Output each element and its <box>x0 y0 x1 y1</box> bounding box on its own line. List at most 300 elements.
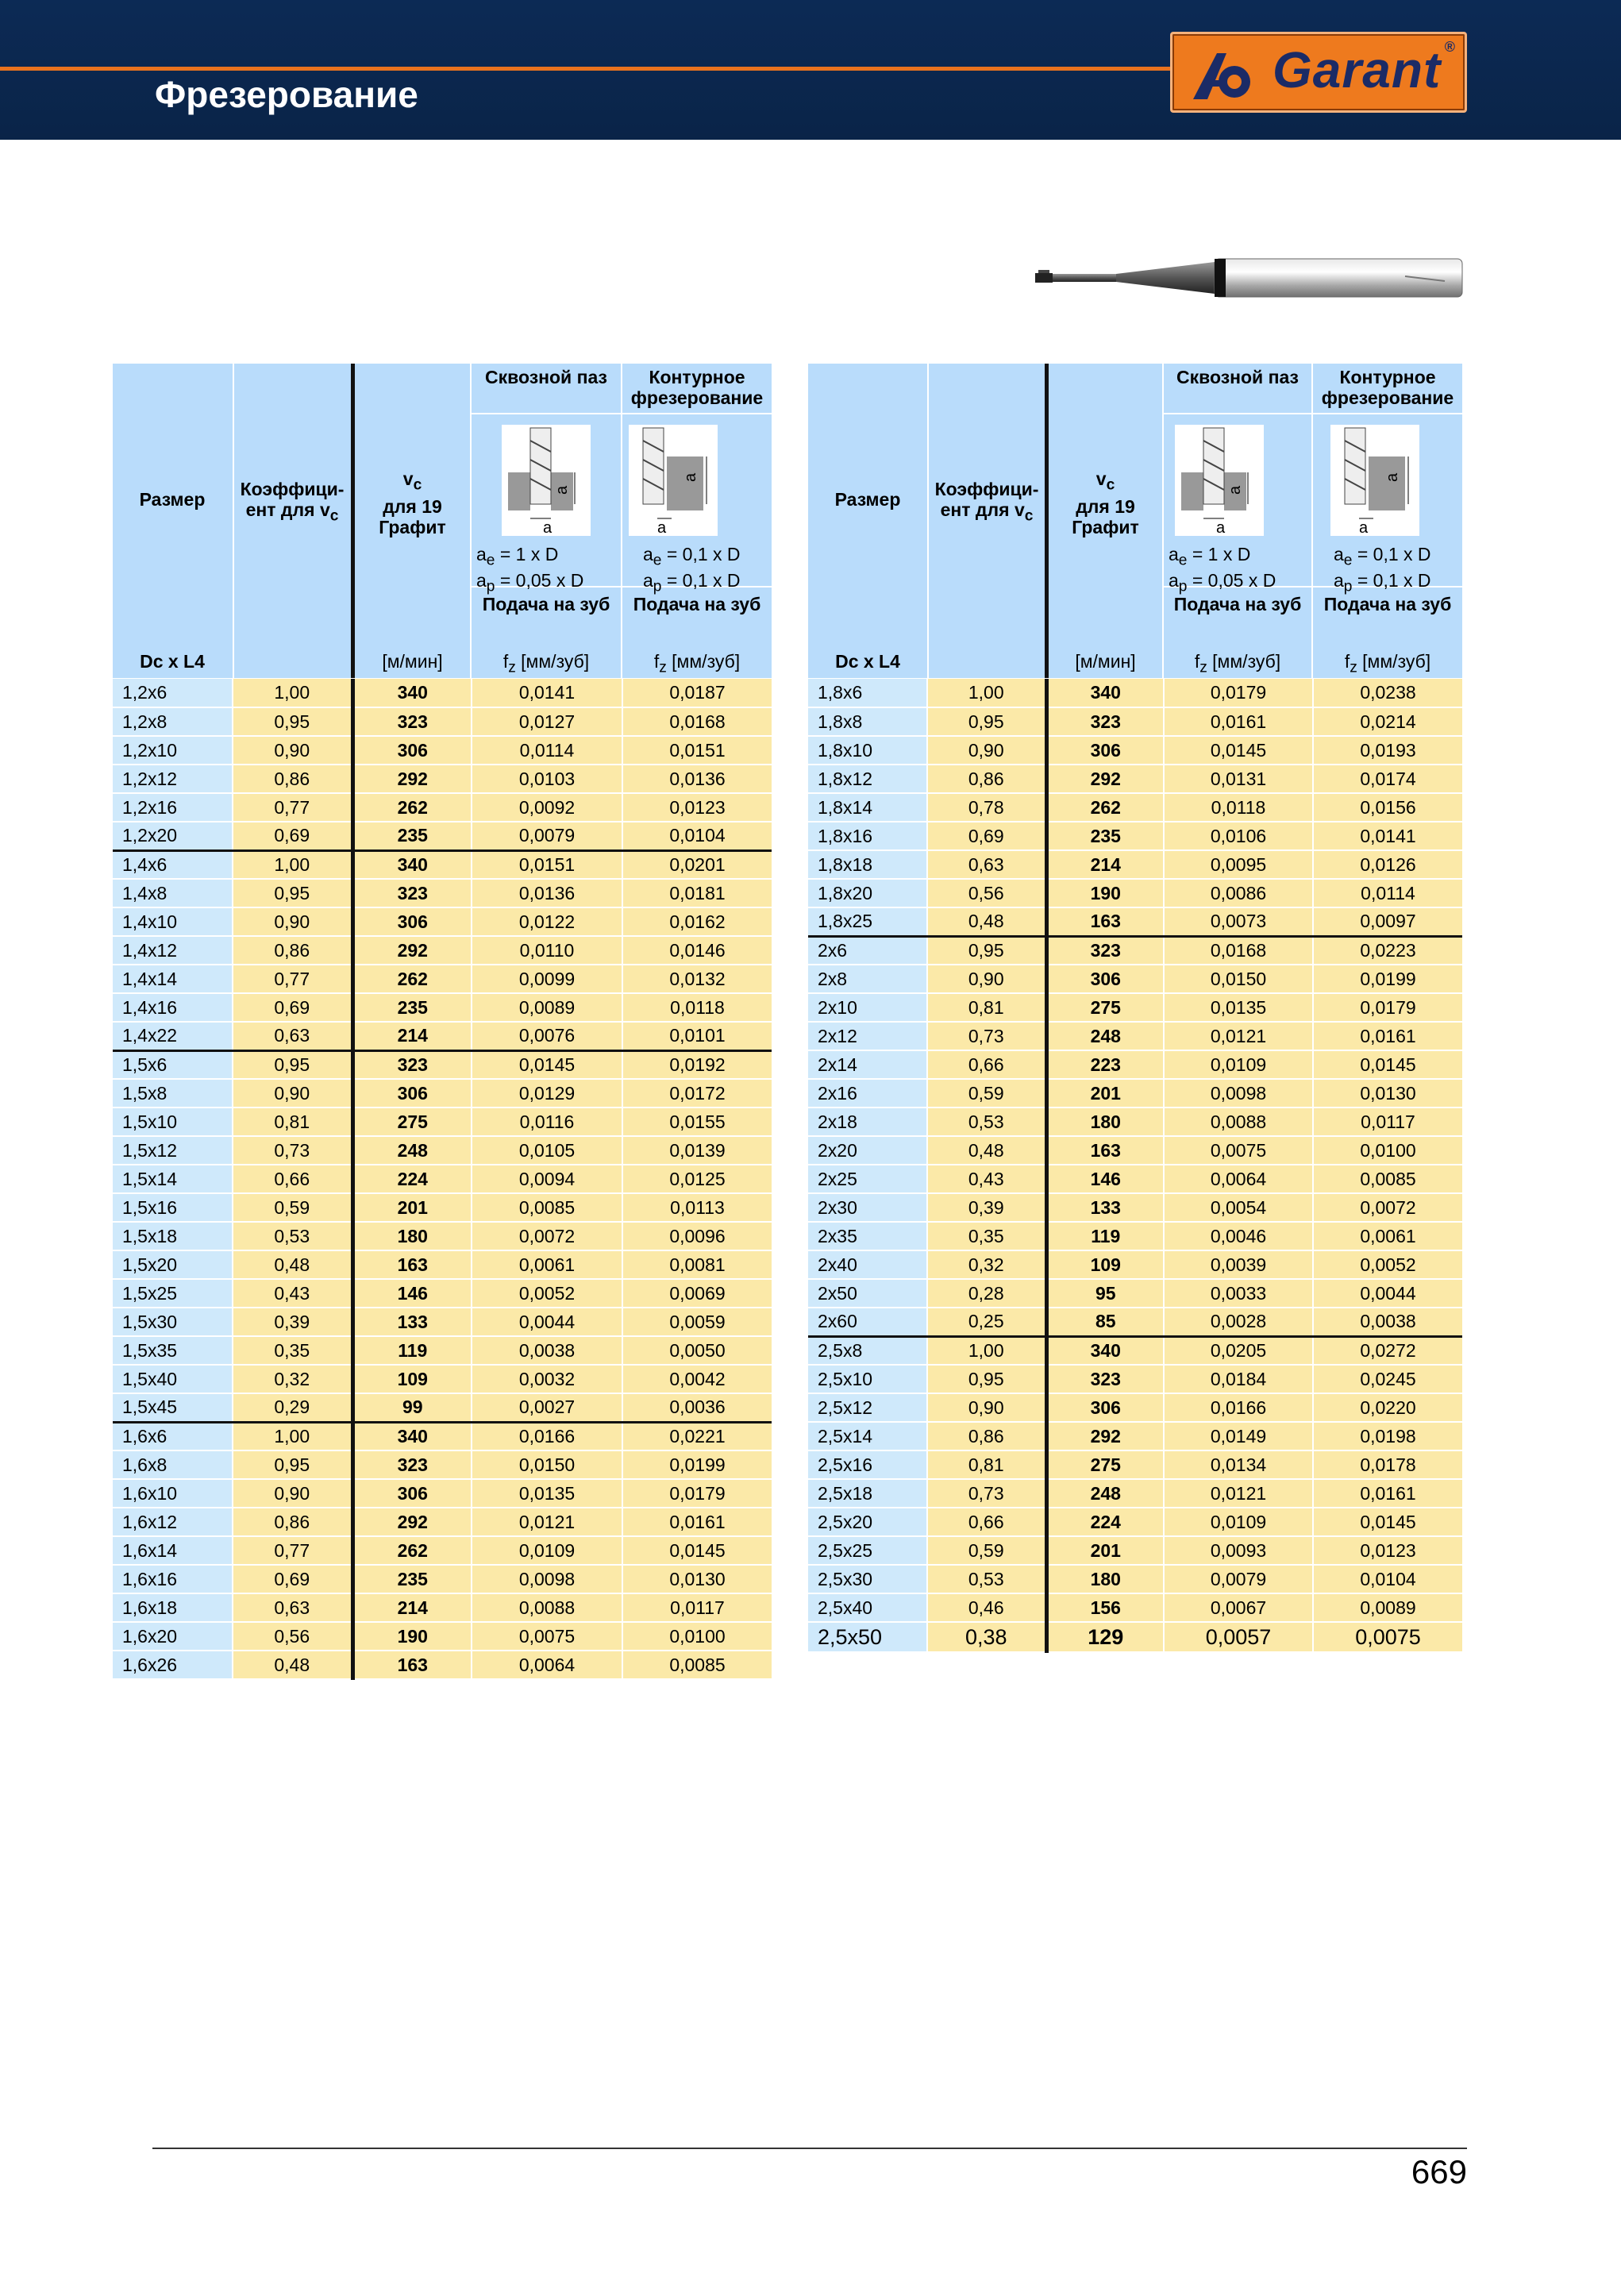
coef-cell: 0,69 <box>927 822 1046 850</box>
table-row <box>808 1022 1462 1050</box>
table-row <box>113 965 772 993</box>
table-row <box>808 1050 1462 1079</box>
vc-cell: 340 <box>352 1422 472 1450</box>
vc-cell: 275 <box>1046 993 1164 1022</box>
table-row <box>808 707 1462 736</box>
coef-cell: 0,77 <box>233 793 352 822</box>
slot-feed-cell: 0,0093 <box>1164 1536 1313 1565</box>
vc-cell: 163 <box>352 1250 472 1279</box>
contour-feed-cell: 0,0156 <box>1313 793 1462 822</box>
size-cell: 1,8x14 <box>808 793 927 822</box>
contour-feed-cell: 0,0042 <box>622 1365 772 1393</box>
coef-cell: 0,66 <box>927 1508 1046 1536</box>
slot-feed-cell: 0,0079 <box>1164 1565 1313 1593</box>
slot-feed-cell: 0,0038 <box>472 1336 622 1365</box>
vc-cell: 109 <box>352 1365 472 1393</box>
vc-cell: 235 <box>352 993 472 1022</box>
contour-diagram-icon <box>629 425 718 536</box>
vc-cell: 119 <box>1046 1222 1164 1250</box>
size-cell: 1,8x25 <box>808 907 927 936</box>
coef-cell: 0,35 <box>927 1222 1046 1250</box>
vc-cell: 129 <box>1046 1622 1164 1652</box>
vc-cell: 340 <box>1046 679 1164 707</box>
size-cell: 1,5x45 <box>113 1393 233 1422</box>
contour-feed-cell: 0,0192 <box>622 1050 772 1079</box>
slot-feed-cell: 0,0085 <box>472 1193 622 1222</box>
table-row <box>113 1308 772 1336</box>
vc-cell: 323 <box>1046 707 1164 736</box>
size-cell: 2,5x14 <box>808 1422 927 1450</box>
coef-cell: 0,69 <box>233 993 352 1022</box>
slot-feed-cell: 0,0088 <box>472 1593 622 1622</box>
vc-cell: 323 <box>352 707 472 736</box>
coef-cell: 0,43 <box>233 1279 352 1308</box>
coef-cell: 0,39 <box>233 1308 352 1336</box>
coef-cell: 0,29 <box>233 1393 352 1422</box>
header-size: Размер <box>834 489 901 510</box>
slot-feed-cell: 0,0105 <box>472 1136 622 1165</box>
size-cell: 1,6x6 <box>113 1422 233 1450</box>
vc-cell: 275 <box>1046 1450 1164 1479</box>
coef-cell: 1,00 <box>233 850 352 879</box>
header-slot-title: Сквозной паз <box>1176 367 1299 387</box>
slot-feed-cell: 0,0095 <box>1164 850 1313 879</box>
coef-cell: 0,77 <box>233 965 352 993</box>
svg-text:a: a <box>1384 472 1401 482</box>
table-row <box>808 1279 1462 1308</box>
contour-feed-cell: 0,0038 <box>1313 1308 1462 1336</box>
contour-feed-cell: 0,0081 <box>622 1250 772 1279</box>
coef-cell: 0,95 <box>927 936 1046 965</box>
vc-cell: 248 <box>352 1136 472 1165</box>
header-unit-fz: $f_z$ [мм/зуб] <box>1194 651 1281 676</box>
garant-logo <box>1170 32 1467 113</box>
coef-cell: 0,81 <box>927 1450 1046 1479</box>
slot-feed-cell: 0,0116 <box>472 1108 622 1136</box>
table-row <box>113 907 772 936</box>
slot-feed-cell: 0,0089 <box>472 993 622 1022</box>
contour-feed-cell: 0,0117 <box>622 1593 772 1622</box>
slot-feed-cell: 0,0067 <box>1164 1593 1313 1622</box>
table-row <box>808 1222 1462 1250</box>
coef-cell: 0,95 <box>927 1365 1046 1393</box>
size-cell: 1,8x12 <box>808 765 927 793</box>
contour-feed-cell: 0,0050 <box>622 1336 772 1365</box>
end-mill-tool-image <box>1032 254 1467 302</box>
table-row <box>113 936 772 965</box>
vc-cell: 146 <box>1046 1165 1164 1193</box>
coef-cell: 0,86 <box>233 1508 352 1536</box>
page-title: Фрезерование <box>155 74 418 115</box>
coef-cell: 0,95 <box>233 707 352 736</box>
size-cell: 2,5x40 <box>808 1593 927 1622</box>
slot-feed-cell: 0,0032 <box>472 1365 622 1393</box>
size-cell: 1,8x20 <box>808 879 927 907</box>
slot-feed-cell: 0,0061 <box>472 1250 622 1279</box>
header-unit-vc: [м/мин] <box>1075 651 1136 672</box>
contour-feed-cell: 0,0220 <box>1313 1393 1462 1422</box>
vc-cell: 119 <box>352 1336 472 1365</box>
contour-feed-cell: 0,0172 <box>622 1079 772 1108</box>
table-row <box>808 1308 1462 1336</box>
size-cell: 1,2x10 <box>113 736 233 765</box>
header-divider <box>621 364 622 678</box>
vc-cell: 214 <box>1046 850 1164 879</box>
slot-diagram-icon <box>502 425 591 536</box>
vc-cell: 323 <box>352 879 472 907</box>
table-row <box>808 907 1462 936</box>
vc-cell: 156 <box>1046 1593 1164 1622</box>
contour-feed-cell: 0,0123 <box>1313 1536 1462 1565</box>
contour-feed-cell: 0,0223 <box>1313 936 1462 965</box>
slot-feed-cell: 0,0075 <box>1164 1136 1313 1165</box>
vc-cell: 109 <box>1046 1250 1164 1279</box>
size-cell: 2x6 <box>808 936 927 965</box>
size-cell: 1,6x18 <box>113 1593 233 1622</box>
contour-feed-cell: 0,0162 <box>622 907 772 936</box>
contour-feed-cell: 0,0085 <box>622 1651 772 1679</box>
table-row <box>113 1450 772 1479</box>
table-row <box>113 736 772 765</box>
table-row <box>808 1365 1462 1393</box>
size-cell: 1,4x22 <box>113 1022 233 1050</box>
contour-parameters: $a_e = 0,1$ x D $a_p = 0,1$ x D <box>643 544 741 595</box>
size-cell: 1,5x30 <box>113 1308 233 1336</box>
slot-feed-cell: 0,0179 <box>1164 679 1313 707</box>
table-row <box>808 1450 1462 1479</box>
size-cell: 2x25 <box>808 1165 927 1193</box>
coef-cell: 0,56 <box>927 879 1046 907</box>
coef-cell: 1,00 <box>233 679 352 707</box>
contour-feed-cell: 0,0104 <box>622 822 772 850</box>
coef-cell: 0,53 <box>927 1565 1046 1593</box>
slot-feed-cell: 0,0150 <box>1164 965 1313 993</box>
coef-cell: 0,35 <box>233 1336 352 1365</box>
header-coef: Коэффици-ент для $v_c$ <box>934 479 1039 525</box>
table-row <box>808 1479 1462 1508</box>
contour-feed-cell: 0,0178 <box>1313 1450 1462 1479</box>
vc-cell: 163 <box>352 1651 472 1679</box>
size-cell: 2,5x16 <box>808 1450 927 1479</box>
coef-cell: 0,63 <box>233 1593 352 1622</box>
svg-text:a: a <box>1226 485 1244 495</box>
slot-feed-cell: 0,0122 <box>472 907 622 936</box>
size-cell: 1,5x12 <box>113 1136 233 1165</box>
size-cell: 1,8x16 <box>808 822 927 850</box>
size-cell: 1,6x20 <box>113 1622 233 1651</box>
header-size: Размер <box>139 489 206 510</box>
contour-feed-cell: 0,0161 <box>1313 1479 1462 1508</box>
vc-cell: 223 <box>1046 1050 1164 1079</box>
contour-feed-cell: 0,0214 <box>1313 707 1462 736</box>
table-row <box>808 1336 1462 1365</box>
coef-cell: 1,00 <box>233 1422 352 1450</box>
coef-cell: 0,32 <box>927 1250 1046 1279</box>
size-cell: 1,5x6 <box>113 1050 233 1079</box>
svg-text:a: a <box>682 472 699 482</box>
coef-cell: 0,53 <box>233 1222 352 1250</box>
contour-feed-cell: 0,0179 <box>622 1479 772 1508</box>
table-row <box>808 1622 1462 1652</box>
vc-cell: 306 <box>352 1479 472 1508</box>
table-row <box>113 1079 772 1108</box>
header-vc: $v_c$ для 19 Графит <box>1072 468 1139 537</box>
slot-feed-cell: 0,0134 <box>1164 1450 1313 1479</box>
size-cell: 1,4x12 <box>113 936 233 965</box>
table-row <box>113 679 772 707</box>
table-row <box>808 1250 1462 1279</box>
slot-feed-cell: 0,0092 <box>472 793 622 822</box>
table-row <box>113 1508 772 1536</box>
contour-feed-cell: 0,0089 <box>1313 1593 1462 1622</box>
size-cell: 1,4x6 <box>113 850 233 879</box>
contour-feed-cell: 0,0221 <box>622 1422 772 1450</box>
size-cell: 1,2x16 <box>113 793 233 822</box>
vc-cell: 262 <box>1046 793 1164 822</box>
table-row <box>808 765 1462 793</box>
coef-cell: 0,95 <box>233 1050 352 1079</box>
contour-feed-cell: 0,0075 <box>1313 1622 1462 1652</box>
table-row <box>113 1165 772 1193</box>
size-cell: 1,8x10 <box>808 736 927 765</box>
table-row <box>113 1393 772 1422</box>
size-cell: 2,5x12 <box>808 1393 927 1422</box>
slot-feed-cell: 0,0054 <box>1164 1193 1313 1222</box>
table-row <box>113 1565 772 1593</box>
contour-feed-cell: 0,0139 <box>622 1136 772 1165</box>
coef-cell: 0,59 <box>927 1536 1046 1565</box>
page-number: 669 <box>1411 2153 1467 2190</box>
header-divider <box>470 364 472 678</box>
coef-cell: 0,48 <box>927 1136 1046 1165</box>
coef-cell: 0,86 <box>927 1422 1046 1450</box>
table-row <box>808 1393 1462 1422</box>
slot-feed-cell: 0,0121 <box>1164 1479 1313 1508</box>
table-row <box>808 1593 1462 1622</box>
slot-feed-cell: 0,0149 <box>1164 1422 1313 1450</box>
slot-feed-cell: 0,0027 <box>472 1393 622 1422</box>
size-cell: 1,5x10 <box>113 1108 233 1136</box>
vc-cell: 190 <box>1046 879 1164 907</box>
table-row <box>113 1022 772 1050</box>
coef-cell: 0,86 <box>233 765 352 793</box>
size-cell: 1,8x8 <box>808 707 927 736</box>
contour-feed-cell: 0,0123 <box>622 793 772 822</box>
vc-cell: 306 <box>1046 965 1164 993</box>
contour-feed-cell: 0,0118 <box>622 993 772 1022</box>
header-unit-fz: $f_z$ [мм/зуб] <box>502 651 590 676</box>
slot-feed-cell: 0,0064 <box>472 1651 622 1679</box>
svg-text:a: a <box>1216 519 1226 536</box>
size-cell: 2,5x20 <box>808 1508 927 1536</box>
table-row <box>808 1508 1462 1536</box>
slot-feed-cell: 0,0052 <box>472 1279 622 1308</box>
contour-feed-cell: 0,0193 <box>1313 736 1462 765</box>
coef-cell: 0,73 <box>927 1022 1046 1050</box>
coef-cell: 0,95 <box>927 707 1046 736</box>
contour-feed-cell: 0,0141 <box>1313 822 1462 850</box>
size-cell: 1,5x20 <box>113 1250 233 1279</box>
vc-cell: 323 <box>1046 936 1164 965</box>
coef-cell: 0,81 <box>927 993 1046 1022</box>
contour-feed-cell: 0,0036 <box>622 1393 772 1422</box>
slot-feed-cell: 0,0135 <box>472 1479 622 1508</box>
contour-feed-cell: 0,0199 <box>622 1450 772 1479</box>
vc-cell: 146 <box>352 1279 472 1308</box>
slot-feed-cell: 0,0127 <box>472 707 622 736</box>
contour-feed-cell: 0,0145 <box>1313 1050 1462 1079</box>
contour-feed-cell: 0,0072 <box>1313 1193 1462 1222</box>
contour-feed-cell: 0,0145 <box>622 1536 772 1565</box>
slot-feed-cell: 0,0114 <box>472 736 622 765</box>
contour-parameters: $a_e = 0,1$ x D $a_p = 0,1$ x D <box>1334 544 1431 595</box>
slot-feed-cell: 0,0099 <box>472 965 622 993</box>
header-unit-vc: [м/мин] <box>382 651 443 672</box>
table-row <box>113 793 772 822</box>
coef-cell: 0,78 <box>927 793 1046 822</box>
slot-feed-cell: 0,0106 <box>1164 822 1313 850</box>
table-row <box>808 936 1462 965</box>
table-row <box>808 1136 1462 1165</box>
size-cell: 2x50 <box>808 1279 927 1308</box>
vc-cell: 340 <box>352 850 472 879</box>
vc-cell: 180 <box>352 1222 472 1250</box>
table-row <box>808 1079 1462 1108</box>
slot-feed-cell: 0,0150 <box>472 1450 622 1479</box>
header-vc: $v_c$ для 19 Графит <box>379 468 446 537</box>
contour-feed-cell: 0,0130 <box>1313 1079 1462 1108</box>
coef-cell: 0,90 <box>927 1393 1046 1422</box>
contour-feed-cell: 0,0052 <box>1313 1250 1462 1279</box>
size-cell: 1,2x8 <box>113 707 233 736</box>
header-divider <box>1164 413 1462 414</box>
vc-cell: 99 <box>352 1393 472 1422</box>
coef-cell: 0,86 <box>927 765 1046 793</box>
size-cell: 1,6x8 <box>113 1450 233 1479</box>
table-row <box>113 993 772 1022</box>
slot-feed-cell: 0,0079 <box>472 822 622 850</box>
header-accent-line <box>0 67 1175 71</box>
coef-cell: 0,86 <box>233 936 352 965</box>
logo-registered-mark: ® <box>1444 39 1455 55</box>
header-divider <box>1162 364 1164 678</box>
size-cell: 1,6x16 <box>113 1565 233 1593</box>
size-cell: 1,2x12 <box>113 765 233 793</box>
contour-feed-cell: 0,0085 <box>1313 1165 1462 1193</box>
contour-feed-label: Подача на зуб <box>1323 594 1452 614</box>
vc-cell: 323 <box>352 1450 472 1479</box>
vc-cell: 133 <box>1046 1193 1164 1222</box>
table-row <box>113 1422 772 1450</box>
table-row <box>808 1193 1462 1222</box>
size-cell: 1,2x20 <box>113 822 233 850</box>
slot-feed-cell: 0,0057 <box>1164 1622 1313 1652</box>
slot-feed-cell: 0,0161 <box>1164 707 1313 736</box>
coef-cell: 0,90 <box>233 1479 352 1508</box>
contour-feed-cell: 0,0155 <box>622 1108 772 1136</box>
vc-cell: 262 <box>352 793 472 822</box>
slot-feed-cell: 0,0098 <box>1164 1079 1313 1108</box>
vc-cell: 85 <box>1046 1308 1164 1336</box>
coef-cell: 0,66 <box>233 1165 352 1193</box>
contour-feed-cell: 0,0136 <box>622 765 772 793</box>
table-row <box>113 1365 772 1393</box>
table-row <box>113 1622 772 1651</box>
slot-feed-label: Подача на зуб <box>482 594 610 614</box>
contour-feed-cell: 0,0114 <box>1313 879 1462 907</box>
header-contour-title: Контурное фрезерование <box>630 367 764 408</box>
slot-feed-cell: 0,0145 <box>472 1050 622 1079</box>
size-cell: 2x20 <box>808 1136 927 1165</box>
slot-feed-cell: 0,0121 <box>1164 1022 1313 1050</box>
contour-feed-cell: 0,0161 <box>1313 1022 1462 1050</box>
table-row <box>113 1222 772 1250</box>
size-cell: 1,5x40 <box>113 1365 233 1393</box>
size-cell: 2x8 <box>808 965 927 993</box>
coef-cell: 0,90 <box>927 965 1046 993</box>
table-row <box>808 879 1462 907</box>
slot-milling-diagram <box>1175 425 1264 536</box>
table-row <box>113 1479 772 1508</box>
contour-feed-cell: 0,0174 <box>1313 765 1462 793</box>
table-row <box>113 879 772 907</box>
slot-feed-cell: 0,0118 <box>1164 793 1313 822</box>
size-cell: 1,5x25 <box>113 1279 233 1308</box>
table-row <box>808 1536 1462 1565</box>
vc-cell: 201 <box>352 1193 472 1222</box>
vc-cell: 180 <box>1046 1565 1164 1593</box>
contour-feed-label: Подача на зуб <box>633 594 761 614</box>
slot-feed-cell: 0,0046 <box>1164 1222 1313 1250</box>
coef-cell: 1,00 <box>927 679 1046 707</box>
contour-feed-cell: 0,0096 <box>622 1222 772 1250</box>
vc-cell: 306 <box>352 736 472 765</box>
vc-cell: 340 <box>1046 1336 1164 1365</box>
contour-feed-cell: 0,0125 <box>622 1165 772 1193</box>
slot-feed-cell: 0,0044 <box>472 1308 622 1336</box>
table-row <box>808 1108 1462 1136</box>
size-cell: 1,4x10 <box>113 907 233 936</box>
table-row <box>113 1651 772 1679</box>
svg-text:a: a <box>1359 519 1369 536</box>
table-row <box>808 822 1462 850</box>
size-cell: 2x40 <box>808 1250 927 1279</box>
vc-cell: 340 <box>352 679 472 707</box>
size-cell: 2,5x18 <box>808 1479 927 1508</box>
contour-milling-diagram <box>1330 425 1419 536</box>
contour-feed-cell: 0,0198 <box>1313 1422 1462 1450</box>
vc-cell: 306 <box>1046 736 1164 765</box>
header-unit-fz: $f_z$ [мм/зуб] <box>1344 651 1431 676</box>
table-row <box>113 1593 772 1622</box>
coef-cell: 0,38 <box>927 1622 1046 1652</box>
coef-cell: 0,73 <box>927 1479 1046 1508</box>
vc-cell: 323 <box>1046 1365 1164 1393</box>
contour-feed-cell: 0,0101 <box>622 1022 772 1050</box>
header-divider <box>1311 364 1313 678</box>
vc-cell: 306 <box>352 1079 472 1108</box>
coef-cell: 1,00 <box>927 1336 1046 1365</box>
vc-cell: 190 <box>352 1622 472 1651</box>
size-cell: 1,8x6 <box>808 679 927 707</box>
coef-cell: 0,32 <box>233 1365 352 1393</box>
header-unit-size: Dc x L4 <box>835 651 900 672</box>
logo-text: Garant <box>1273 41 1442 98</box>
slot-feed-cell: 0,0109 <box>1164 1508 1313 1536</box>
size-cell: 2x12 <box>808 1022 927 1050</box>
contour-feed-cell: 0,0061 <box>1313 1222 1462 1250</box>
slot-feed-cell: 0,0064 <box>1164 1165 1313 1193</box>
